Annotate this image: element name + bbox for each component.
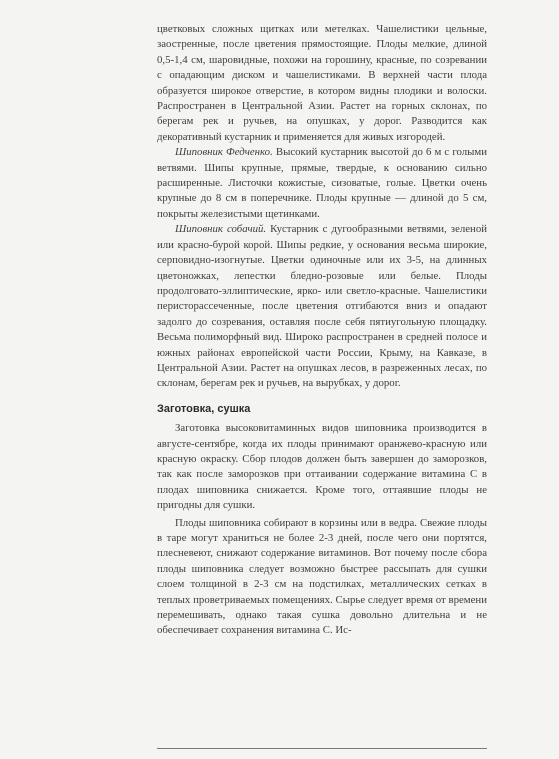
- paragraph-harvest: Заготовка высоковитаминных видов шиповника производится в августе-сентябре, когда их плоды принимают оранжево-красную или красную окраску. Сбор плодов должен быть завершен до заморозков, так как после заморозков при оттаивании содержание витамина С в плодах шиповника снижается. Кроме того, оттаявшие плоды не пригодны для сушки.: [157, 422, 487, 512]
- section-heading: Заготовка, сушка: [157, 402, 251, 415]
- paragraph-1: цветковых сложных щитках или метелках. Чашелистики цельные, заостренные, после цветения прямостоящие. Плоды мелкие, длиной 0,5-1,4 см, шаровидные, похожи на горошину, красные, по созревании с опадающим диском и чашелистиками. В верхней части плода образуется широкое отверстие, в котором видны плодики и волоски. Распространен в Центральной Азии. Растет на горных склонах, по берегам рек и ручьев, на опушках, у дорог. Разводится как декоративный кустарник и применяется для живых изгородей.: [157, 23, 487, 143]
- species-name-fedchenko: Шиповник Федченко.: [175, 146, 273, 159]
- species-name-canina: Шиповник собачий.: [175, 223, 267, 236]
- page-bottom-rule: [157, 748, 487, 749]
- paragraph-storage: Плоды шиповника собирают в корзины или в ведра. Свежие плоды в таре могут храниться не более 2-3 дней, после чего они портятся, плесневеют, снижают содержание витаминов. Вот почему после сбора плоды шиповника следует возможно быстрее рассыпать для сушки слоем толщиной в 2-3 см на подстилках, металлических сетках в теплых проветриваемых помещениях. Сырье следует время от времени перемешивать, однако такая сушка довольно длительна и не обеспечивает сохранения витамина С. Ис-: [157, 516, 487, 637]
- paragraph-canina: Шиповник собачий. Кустарник с дугообразными ветвями, зеленой или красно-бурой корой. Шипы редкие, у основания весьма широкие, серповидно-изогнутые. Цветки одиночные или их 3-5, на длинных цветоножках, лепестки бледно-розовые или белые. Плоды продолговато-эллиптические, ярко- или светло-красные. Чашелистики перисторассеченные, после цветения отгибаются вниз и опадают задолго до созревания, оставляя после себя пятиугольную площадку. Весьма полиморфный вид. Широко распространен в средней полосе и южных районах европейской части России, Крыму, на Кавказе, в Центральной Азии. Растет на опушках лесов, в разреженных лесах, по склонам, берегам рек и ручьев, на вырубках, у дорог.: [157, 223, 488, 390]
- paragraph-fedchenko: Шиповник Федченко. Высокий кустарник высотой до 6 м с голыми ветвями. Шипы крупные, прямые, твердые, к основанию сильно расширенные. Листочки кожистые, сизоватые, голые. Цветки очень крупные до 8 см в поперечнике. Плоды крупные — длиной до 5 см, покрыты железистыми щетинками.: [157, 146, 488, 220]
- page-text-column: [157, 22, 487, 639]
